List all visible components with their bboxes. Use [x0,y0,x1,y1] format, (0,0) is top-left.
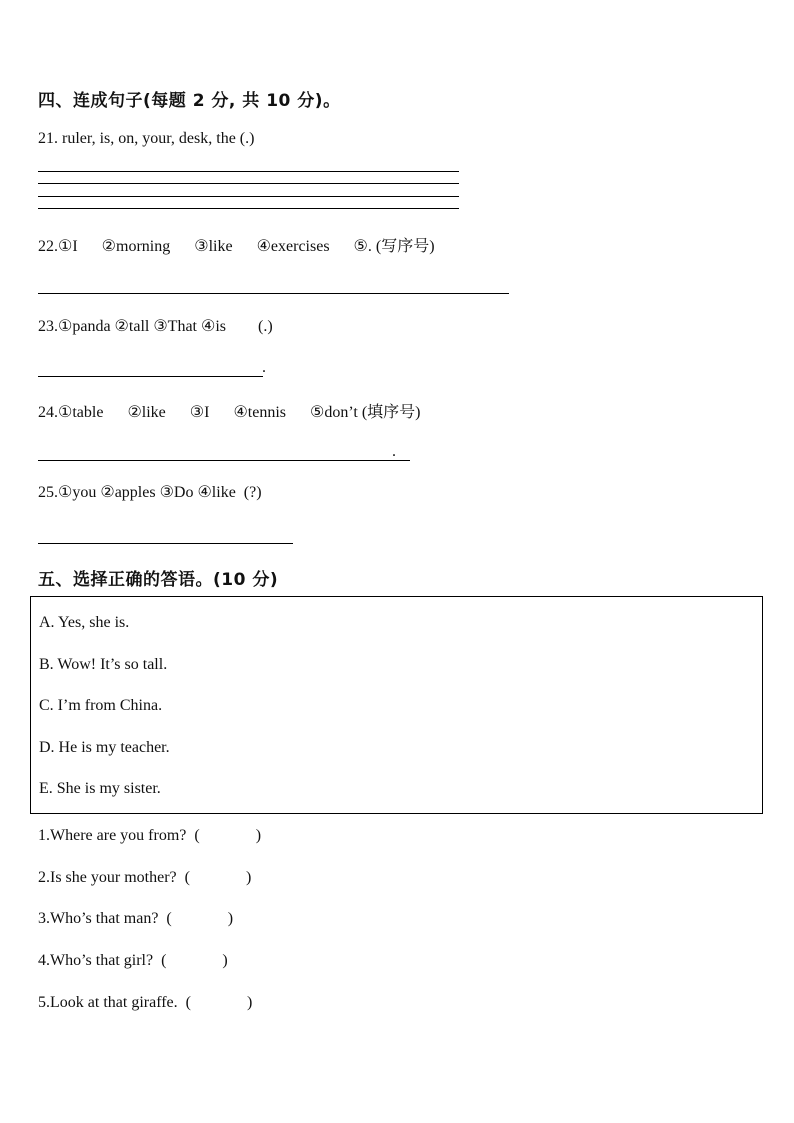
match-question-5[interactable]: 5.Look at that giraffe. ( ) [38,994,253,1011]
option-a: A. Yes, she is. [39,614,130,631]
answer-23-period: . [262,359,266,376]
question-23: 23.①panda ②tall ③That ④is (.) [38,318,273,335]
answer-line-24[interactable] [38,460,410,461]
answer-24-period: . [392,443,396,460]
answer-line-21b[interactable] [38,183,459,184]
question-22: 22.①I ②morning ③like ④exercises ⑤. (写序号) [38,238,435,255]
section-4-heading: 四、连成句子(每题 2 分, 共 10 分)。 [38,91,341,111]
answer-line-25[interactable] [38,543,293,544]
answer-line-22[interactable] [38,293,509,294]
question-25: 25.①you ②apples ③Do ④like (?) [38,484,262,501]
answer-line-23[interactable] [38,376,263,377]
question-24: 24.①table ②like ③I ④tennis ⑤don’t (填序号) [38,404,421,421]
question-21: 21. ruler, is, on, your, desk, the (.) [38,130,255,147]
match-question-3[interactable]: 3.Who’s that man? ( ) [38,910,234,927]
answer-line-21c[interactable] [38,196,459,197]
match-question-1[interactable]: 1.Where are you from? ( ) [38,827,262,844]
match-question-2[interactable]: 2.Is she your mother? ( ) [38,869,252,886]
answer-line-21d[interactable] [38,208,459,209]
option-d: D. He is my teacher. [39,739,170,756]
option-b: B. Wow! It’s so tall. [39,656,168,673]
answer-line-21a[interactable] [38,171,459,172]
match-question-4[interactable]: 4.Who’s that girl? ( ) [38,952,228,969]
option-c: C. I’m from China. [39,697,163,714]
option-e: E. She is my sister. [39,780,161,797]
answer-options-box [30,596,763,814]
section-5-heading: 五、选择正确的答语。(10 分) [38,570,279,590]
